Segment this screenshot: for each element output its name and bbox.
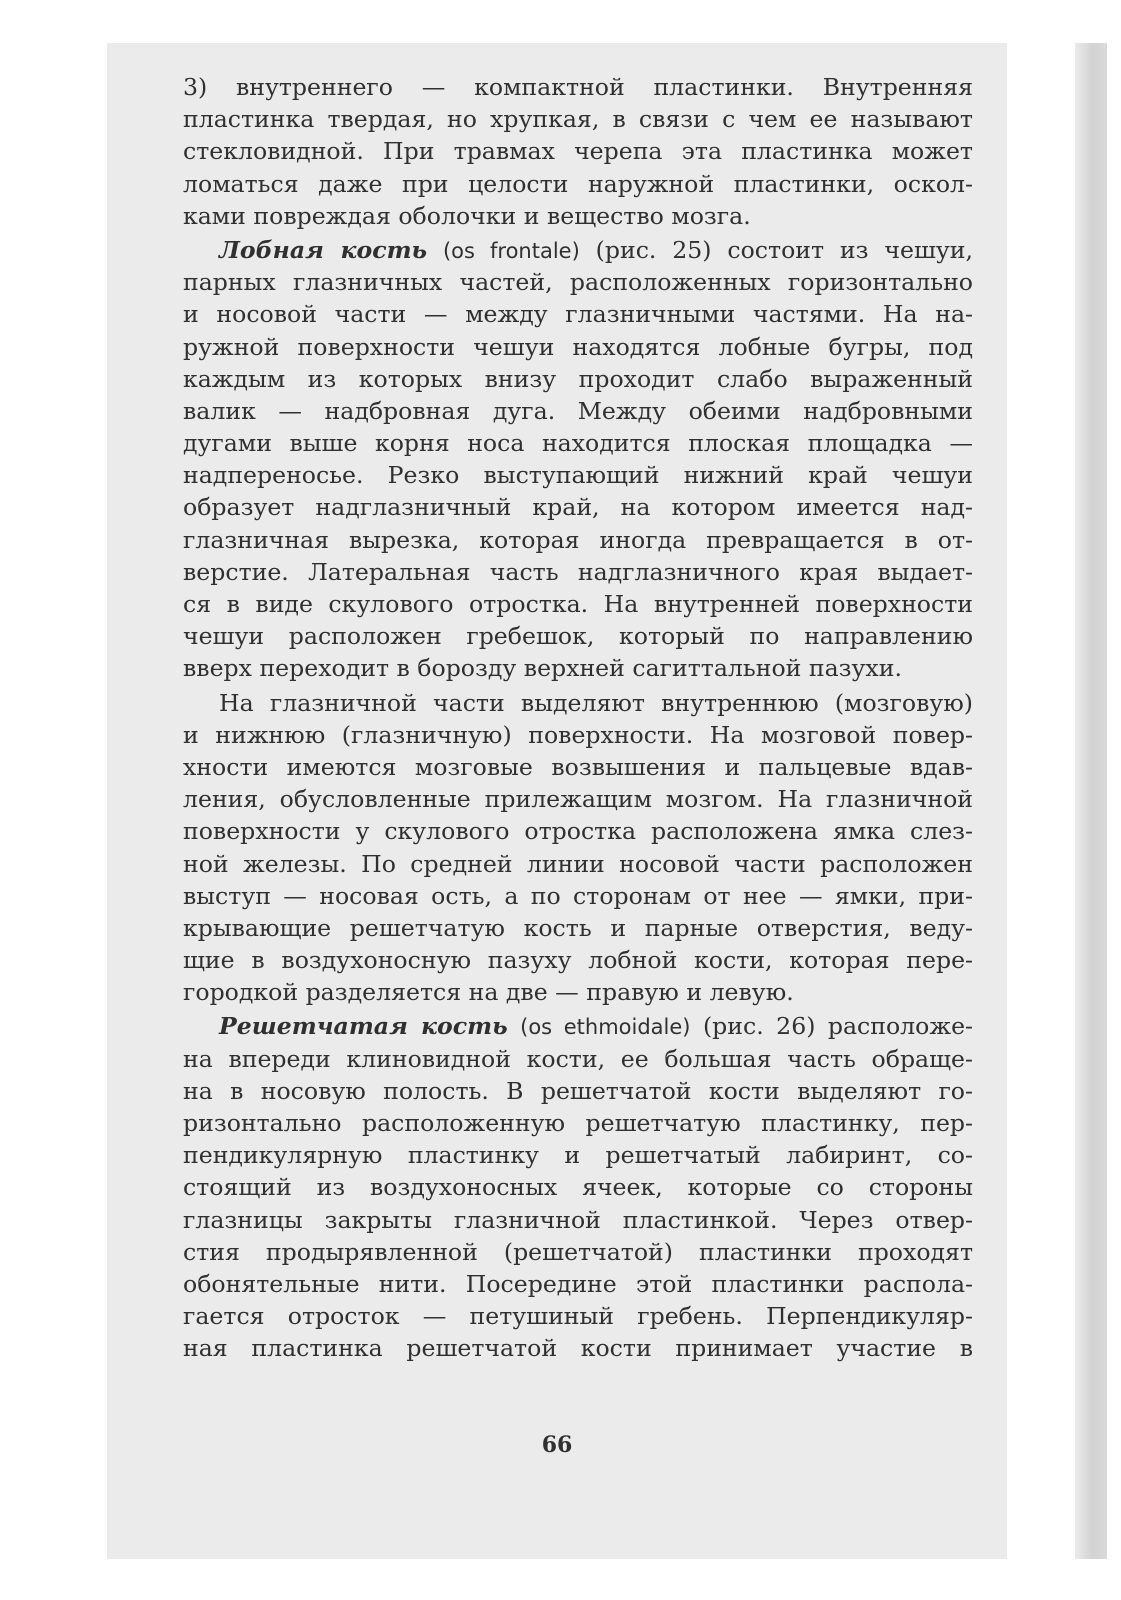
text-line: и нижнюю (глазничную) поверхности. На мозговой повер-: [183, 720, 973, 749]
paragraph-inner-plate: [183, 71, 973, 232]
paragraph-first-line: [183, 1010, 973, 1042]
text-line: ной железы. По средней линии носовой части расположен: [183, 849, 973, 878]
text-line: образует надглазничный край, на котором имеется над-: [183, 493, 973, 522]
text-line: вверх переходит в борозду верхней сагиттальной пазухи.: [183, 654, 902, 683]
latin-name: (os ethmoidale): [520, 1015, 691, 1040]
paragraph-first-line: На глазничной части выделяют внутреннюю (мозговую): [219, 688, 973, 717]
scanned-page: [107, 43, 1007, 1559]
page-binding-shadow: [1075, 43, 1107, 1559]
text-line: ся в виде скулового отростка. На внутренней поверхности: [183, 590, 973, 618]
text-line: на в носовую полость. В решетчатой кости выделяют го-: [183, 1076, 973, 1105]
text-line: ризонтально расположенную решетчатую пластинку, пер-: [183, 1109, 973, 1137]
text-line: выступ — носовая ость, а по сторонам от нее — ямки, при-: [183, 881, 973, 910]
text-line: городкой разделяется на две — правую и левую.: [183, 978, 794, 1007]
text-line: стоящий из воздухоносных ячеек, которые со стороны: [183, 1173, 973, 1202]
text-line: обонятельные нити. Посередине этой пластинки распола-: [183, 1269, 973, 1298]
text-line: верстие. Латеральная часть надглазничного края выдает-: [183, 557, 973, 586]
text-line: дугами выше корня носа находится плоская площадка —: [183, 429, 973, 458]
text-line: ная пластинка решетчатой кости принимает участие в: [183, 1334, 973, 1363]
text-line: ками повреждая оболочки и вещество мозга.: [183, 201, 751, 230]
text-line: поверхности у скулового отростка расположена ямка слез-: [183, 817, 973, 846]
text-line: пластинка твердая, но хрупкая, в связи с чем ее называют: [183, 105, 973, 134]
text-line: крывающие решетчатую кость и парные отверстия, веду-: [183, 913, 973, 942]
paragraph-first-line: [183, 234, 973, 266]
term-ethmoid-bone: Решетчатая кость: [219, 1012, 508, 1041]
text-line: каждым из которых внизу проходит слабо выраженный: [183, 364, 973, 393]
text-fragment: (рис. 26) расположе-: [702, 1012, 973, 1041]
text-line: ления, обусловленные прилежащим мозгом. На глазничной: [183, 785, 973, 814]
text-line: хности имеются мозговые возвышения и пальцевые вдав-: [183, 752, 973, 781]
latin-name: (os frontale): [442, 238, 580, 263]
text-line: стия продырявленной (решетчатой) пластинки проходят: [183, 1237, 973, 1266]
text-line: пендикулярную пластинку и решетчатый лабиринт, со-: [183, 1141, 973, 1170]
text-line: надпереносье. Резко выступающий нижний край чешуи: [183, 461, 973, 490]
text-line: парных глазничных частей, расположенных горизонтально: [183, 268, 973, 297]
text-line: глазничная вырезка, которая иногда превращается в от-: [183, 525, 973, 554]
page-number: 66: [541, 1432, 573, 1458]
text-line: 3) внутреннего — компактной пластинки. Внутренняя: [183, 73, 973, 101]
text-line: ружной поверхности чешуи находятся лобные бугры, под: [183, 332, 973, 361]
text-line: стекловидной. При травмах черепа эта пластинка может: [183, 137, 973, 166]
text-line: глазницы закрыты глазничной пластинкой. Через отвер-: [183, 1205, 973, 1234]
text-line: гается отросток — петушиный гребень. Перпендикуляр-: [183, 1302, 973, 1331]
paragraph-ethmoid-bone: [183, 1010, 973, 1364]
text-line: ломаться даже при целости наружной пластинки, оскол-: [183, 169, 973, 198]
text-line: валик — надбровная дуга. Между обеими надбровными: [183, 396, 973, 425]
body-text: [183, 71, 973, 1365]
term-frontal-bone: Лобная кость: [219, 235, 428, 264]
paragraph-orbital-part: [183, 687, 973, 1009]
text-line: на впереди клиновидной кости, ее большая часть обраще-: [183, 1044, 973, 1073]
text-line: чешуи расположен гребешок, который по направлению: [183, 622, 973, 651]
text-fragment: (рис. 25) состоит из чешуи,: [595, 235, 973, 264]
text-line: щие в воздухоносную пазуху лобной кости, которая пере-: [183, 946, 973, 975]
text-line: и носовой части — между глазничными частями. На на-: [183, 300, 973, 329]
paragraph-frontal-bone: [183, 234, 973, 685]
